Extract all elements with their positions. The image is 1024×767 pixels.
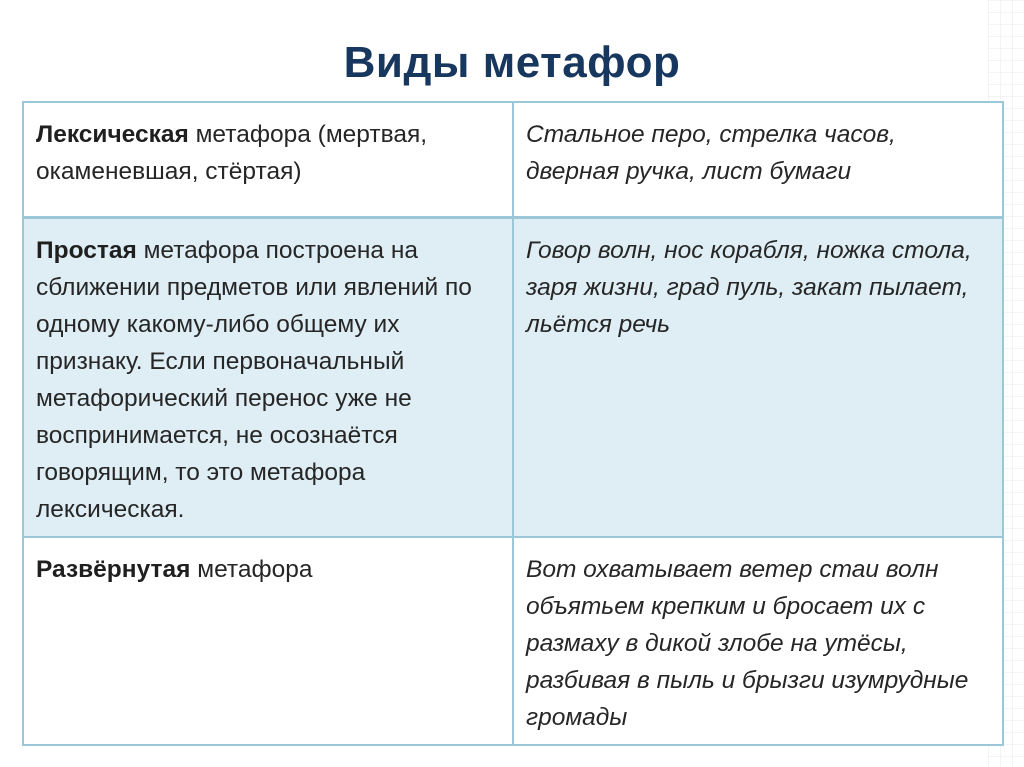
- example-cell: [513, 218, 1003, 538]
- example-cell: [513, 102, 1003, 218]
- slide-title: Виды метафор: [343, 38, 681, 87]
- definition-cell: [23, 537, 513, 745]
- table-row-simple: [23, 218, 1003, 538]
- term-label: Развёрнутая: [36, 556, 191, 583]
- definition-text: метафора построена на сближении предметов или явлений по одному какому-либо общему их признаку. Если первоначальный метафорический перенос уже не воспринимается, не осознаётся говорящим, то это метафора лексическая.: [36, 237, 472, 523]
- example-text: Вот охватывает ветер стаи волн объятьем крепким и бросает их с размаху в дикой злобе на утёсы, разбивая в пыль и брызги изумрудные громады: [526, 556, 969, 731]
- definition-cell: [23, 102, 513, 218]
- example-text: Стальное перо, стрелка часов, дверная ручка, лист бумаги: [526, 121, 896, 185]
- example-cell: [513, 537, 1003, 745]
- term-label: Лексическая: [36, 121, 189, 148]
- table-row-extended: [23, 537, 1003, 745]
- table-row-lexical: [23, 102, 1003, 218]
- definition-text: метафора: [190, 556, 313, 583]
- example-text: Говор волн, нос корабля, ножка стола, заря жизни, град пуль, закат пылает, льётся речь: [526, 237, 972, 338]
- definition-cell: [23, 218, 513, 538]
- definition-text: метафора (мертвая, окаменевшая, стёртая): [36, 121, 428, 185]
- metaphor-types-table: [22, 101, 1004, 746]
- term-label: Простая: [36, 237, 137, 264]
